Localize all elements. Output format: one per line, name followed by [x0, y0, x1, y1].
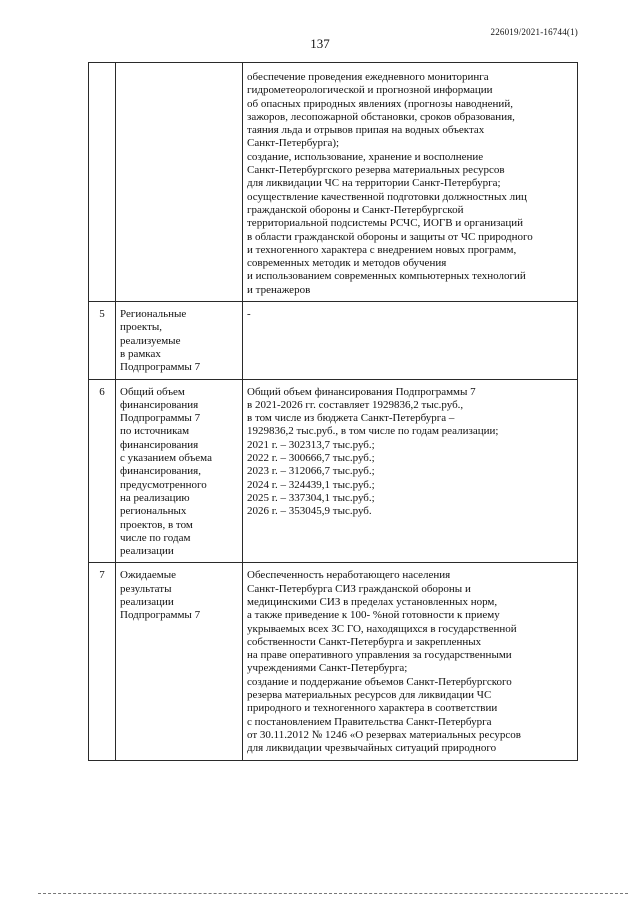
row-name-cell: [116, 302, 243, 379]
row-content-line: резерва материальных ресурсов для ликвидации ЧС: [247, 689, 492, 702]
row-content-line: в 2021-2026 гг. составляет 1929836,2 тыс.руб.,: [247, 398, 464, 411]
row-content-line: создание и поддержание объемов Санкт-Петербургского: [247, 675, 512, 688]
row-name-line: Общий объем: [120, 385, 185, 398]
row-content-line: 2026 г. – 353045,9 тыс.руб.: [247, 505, 372, 518]
row-content-line: Общий объем финансирования Подпрограммы 7: [247, 385, 476, 398]
row-content-line: 1929836,2 тыс.руб., в том числе по годам реализации;: [247, 425, 499, 438]
table-row: [89, 302, 578, 379]
row-name-line: результаты: [120, 582, 172, 595]
row-content-line: территориальной подсистемы РСЧС, ИОГВ и организаций: [247, 217, 524, 230]
row-content-line: 2023 г. – 312066,7 тыс.руб.;: [247, 465, 375, 478]
row-content-line: и техногенного характера с внедрением новых программ,: [247, 243, 517, 256]
row-content-line: обеспечение проведения ежедневного мониторинга: [247, 71, 489, 83]
row-content-line: 2022 г. – 300666,7 тыс.руб.;: [247, 452, 375, 465]
document-id: 226019/2021-16744(1): [490, 27, 578, 37]
row-name-line: по источникам: [120, 425, 190, 438]
row-number: 7: [89, 563, 116, 760]
row-name-cell: [116, 63, 243, 302]
row-content-line: укрываемых всех ЗС ГО, находящихся в государственной: [247, 622, 517, 635]
row-name-line: реализуемые: [120, 334, 181, 347]
table-row: [89, 563, 578, 760]
page-number: 137: [310, 36, 330, 51]
row-number: 6: [89, 379, 116, 563]
row-number: [89, 63, 116, 302]
row-content-line: 2024 г. – 324439,1 тыс.руб.;: [247, 478, 375, 491]
row-content-line: об опасных природных явлениях (прогнозы наводнений,: [247, 97, 513, 110]
row-content-cell: [243, 63, 578, 302]
table-row: [89, 63, 578, 302]
row-name-line: реализации: [120, 545, 174, 558]
table-row: [89, 379, 578, 563]
row-name-cell: [116, 379, 243, 563]
row-content-line: гидрометеорологической и прогнозной информации: [247, 84, 493, 97]
row-name-line: финансирования,: [120, 465, 201, 478]
row-content-cell: [243, 379, 578, 563]
row-name-line: проектов, в том: [120, 518, 193, 531]
row-content-line: с постановлением Правительства Санкт-Петербурга: [247, 715, 492, 728]
row-content-line: и использованием современных компьютерных технологий: [247, 270, 526, 283]
row-content-line: учреждениями Санкт-Петербурга;: [247, 662, 408, 675]
row-content-line: а также приведение к 100- %ной готовности к приему: [247, 609, 500, 622]
row-content-line: Санкт-Петербургского резерва материальных ресурсов: [247, 164, 505, 177]
row-name-line: реализации: [120, 595, 174, 608]
row-content-line: Санкт-Петербурга СИЗ гражданской обороны и: [247, 582, 471, 595]
row-name-line: региональных: [120, 505, 187, 518]
row-name-line: с указанием объема: [120, 452, 212, 465]
row-content-line: создание, использование, хранение и восполнение: [247, 150, 484, 163]
row-content-line: -: [247, 308, 251, 321]
row-content-line: для ликвидации чрезвычайных ситуаций природного: [247, 742, 497, 755]
row-name-line: числе по годам: [120, 531, 191, 544]
row-content-line: Обеспеченность неработающего населения: [247, 569, 451, 582]
row-content-line: осуществление качественной подготовки должностных лиц: [247, 190, 527, 203]
row-name-line: Подпрограммы 7: [120, 412, 201, 425]
row-name-line: предусмотренного: [120, 478, 207, 491]
row-name-line: проекты,: [120, 321, 163, 334]
table-body: [89, 63, 578, 761]
row-name-line: Подпрограммы 7: [120, 361, 201, 374]
row-content-line: для ликвидации ЧС на территории Санкт-Петербурга;: [247, 177, 501, 190]
footer-rule: [38, 893, 628, 894]
row-name-line: финансирования: [120, 438, 199, 451]
row-content-cell: [243, 563, 578, 760]
row-content-line: медицинскими СИЗ в пределах установленных норм,: [247, 595, 498, 608]
row-name-line: Ожидаемые: [120, 569, 177, 582]
row-content-line: на праве оперативного управления за государственными: [247, 649, 512, 662]
row-content-line: Санкт-Петербурга);: [247, 137, 340, 150]
passport-table: [88, 62, 578, 761]
row-content-line: и тренажеров: [247, 283, 311, 296]
row-content-line: природного и техногенного характера в соответствии: [247, 702, 498, 715]
row-name-line: Подпрограммы 7: [120, 609, 201, 622]
row-content-line: таяния льда и отрывов припая на водных объектах: [247, 124, 485, 137]
row-name-cell: [116, 563, 243, 760]
row-content-line: в области гражданской обороны и защиты от ЧС природного: [247, 230, 533, 243]
row-content-line: в том числе из бюджета Санкт-Петербурга –: [247, 412, 455, 425]
row-number: 5: [89, 302, 116, 379]
row-content-line: 2025 г. – 337304,1 тыс.руб.;: [247, 491, 375, 504]
row-content-line: гражданской обороны и Санкт-Петербургской: [247, 203, 464, 216]
row-content-cell: [243, 302, 578, 379]
row-name-line: на реализацию: [120, 491, 190, 504]
row-content-line: собственности Санкт-Петербурга и закрепленных: [247, 635, 482, 648]
row-content-line: зажоров, лесопожарной обстановки, сроков образования,: [247, 110, 515, 123]
row-content-line: 2021 г. – 302313,7 тыс.руб.;: [247, 438, 375, 451]
row-name-line: Региональные: [120, 308, 187, 321]
row-name-line: финансирования: [120, 398, 199, 411]
row-content-line: современных методик и методов обучения: [247, 257, 447, 270]
row-name-line: в рамках: [120, 347, 161, 360]
row-content-line: от 30.11.2012 № 1246 «О резервах материальных ресурсов: [247, 728, 521, 741]
